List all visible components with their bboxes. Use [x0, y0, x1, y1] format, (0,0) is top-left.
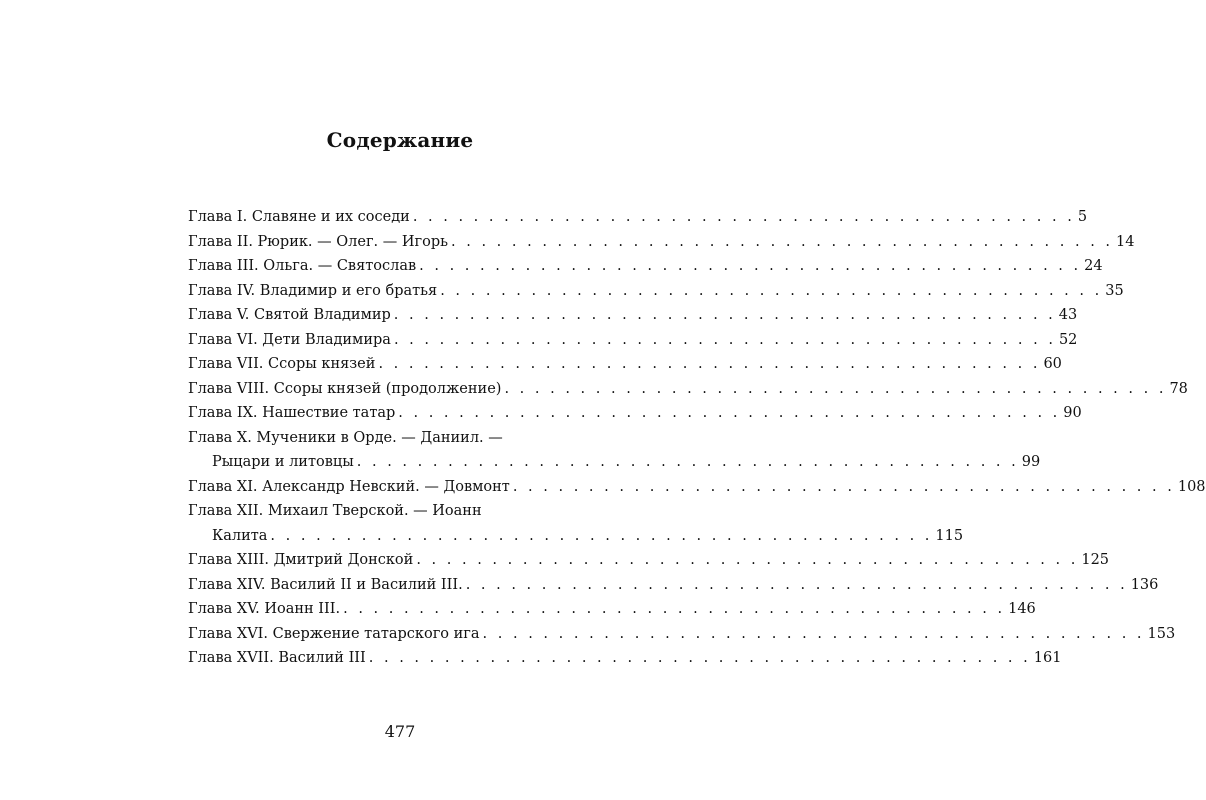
toc-entry-title: Глава III. Ольга. — Святослав	[188, 258, 417, 274]
toc-entry-page: 78	[1169, 380, 1188, 397]
toc-leader-dots: . . . . . . . . . . . . . . . . . . . . . . . . . . . . . . . . . . . . . . . . . . . .	[412, 209, 1075, 225]
toc-entry	[188, 646, 1062, 671]
toc-leader-dots: . . . . . . . . . . . . . . . . . . . . . . . . . . . . . . . . . . . . . . . . . . . .	[343, 601, 1006, 617]
toc-entry-title: Глава XVII. Василий III	[188, 650, 366, 666]
toc-entry-page: 5	[1077, 209, 1088, 225]
table-of-contents	[188, 205, 1206, 671]
toc-entry-title: Глава XII. Михаил Тверской. — Иоанн	[188, 503, 482, 519]
toc-leader-dots: . . . . . . . . . . . . . . . . . . . . . . . . . . . . . . . . . . . . . . . . . . . .	[393, 331, 1056, 348]
toc-leader-dots: . . . . . . . . . . . . . . . . . . . . . . . . . . . . . . . . . . . . . . . . . . . .	[398, 405, 1061, 421]
toc-entry-title: Глава VIII. Ссоры князей (продолжение)	[188, 380, 502, 397]
toc-leader-dots: . . . . . . . . . . . . . . . . . . . . . . . . . . . . . . . . . . . . . . . . . . . .	[270, 527, 933, 544]
toc-entry-page: 43	[1058, 307, 1078, 323]
toc-leader-dots: . . . . . . . . . . . . . . . . . . . . . . . . . . . . . . . . . . . . . . . . . . . .	[465, 576, 1128, 593]
toc-entry	[188, 475, 1206, 500]
toc-entry-page: 14	[1116, 233, 1135, 250]
toc-entry-page: 24	[1084, 258, 1103, 274]
toc-entry-title: Глава IV. Владимир и его братья	[188, 282, 438, 299]
toc-entry-title: Глава X. Мученики в Орде. — Даниил. —	[188, 429, 503, 446]
toc-entry-title: Глава V. Святой Владимир	[188, 307, 391, 323]
toc-entry-title: Глава XIII. Дмитрий Донской	[188, 552, 414, 568]
toc-leader-dots: . . . . . . . . . . . . . . . . . . . . . . . . . . . . . . . . . . . . . . . . . . . .	[440, 282, 1103, 299]
toc-entry	[188, 524, 964, 549]
toc-entry	[188, 622, 1176, 647]
toc-entry	[188, 254, 1103, 279]
toc-leader-dots: . . . . . . . . . . . . . . . . . . . . . . . . . . . . . . . . . . . . . . . . . . . .	[416, 552, 1079, 568]
toc-entry-title: Глава XV. Иоанн III.	[188, 601, 341, 617]
toc-entry-title: Глава I. Славяне и их соседи	[188, 209, 410, 225]
toc-entry	[188, 499, 608, 524]
page-number: 477	[384, 722, 416, 741]
toc-leader-dots: . . . . . . . . . . . . . . . . . . . . . . . . . . . . . . . . . . . . . . . . . . . .	[393, 307, 1056, 323]
toc-entry-title: Глава II. Рюрик. — Олег. — Игорь	[188, 233, 449, 250]
toc-entry-title: Глава XIV. Василий II и Василий III.	[188, 576, 463, 593]
toc-entry-title: Глава VI. Дети Владимира	[188, 331, 391, 348]
toc-entry-title: Глава XI. Александр Невский. — Довмонт	[188, 478, 510, 495]
toc-entry	[188, 401, 1082, 426]
toc-entry-page: 90	[1063, 405, 1082, 421]
toc-entry-page: 125	[1081, 552, 1110, 568]
toc-entry	[188, 230, 1135, 255]
toc-entry	[188, 450, 1041, 475]
toc-entry-page: 136	[1130, 576, 1159, 593]
toc-entry	[188, 303, 1078, 328]
toc-entry	[188, 573, 1159, 598]
toc-leader-dots: . . . . . . . . . . . . . . . . . . . . . . . . . . . . . . . . . . . . . . . . . . . .	[504, 380, 1167, 397]
toc-entry-title: Глава XVI. Свержение татарского ига	[188, 625, 480, 642]
toc-leader-dots: . . . . . . . . . . . . . . . . . . . . . . . . . . . . . . . . . . . . . . . . . . . .	[419, 258, 1082, 274]
page-title: Содержание	[326, 128, 474, 152]
toc-leader-dots: . . . . . . . . . . . . . . . . . . . . . . . . . . . . . . . . . . . . . . . . . . . .	[482, 625, 1145, 642]
toc-entry	[188, 279, 1124, 304]
toc-leader-dots: . . . . . . . . . . . . . . . . . . . . . . . . . . . . . . . . . . . . . . . . . . . .	[451, 233, 1114, 250]
toc-leader-dots: . . . . . . . . . . . . . . . . . . . . . . . . . . . . . . . . . . . . . . . . . . . .	[368, 650, 1031, 666]
toc-entry	[188, 597, 1036, 622]
toc-entry-page: 52	[1058, 331, 1078, 348]
toc-entry-page: 161	[1033, 650, 1062, 666]
toc-leader-dots: . . . . . . . . . . . . . . . . . . . . . . . . . . . . . . . . . . . . . . . . . . . .	[356, 454, 1019, 470]
toc-entry-page: 35	[1105, 282, 1124, 299]
toc-entry-page: 108	[1177, 478, 1206, 495]
toc-entry	[188, 352, 1062, 377]
toc-entry	[188, 205, 1088, 230]
toc-leader-dots: . . . . . . . . . . . . . . . . . . . . . . . . . . . . . . . . . . . . . . . . . . . .	[512, 478, 1175, 495]
toc-entry	[188, 377, 1188, 402]
toc-entry	[188, 426, 608, 451]
toc-entry-page: 99	[1021, 454, 1041, 470]
toc-leader-dots: . . . . . . . . . . . . . . . . . . . . . . . . . . . . . . . . . . . . . . . . . . . .	[378, 356, 1041, 372]
toc-entry-page: 115	[935, 527, 964, 544]
toc-entry	[188, 328, 1078, 353]
toc-entry-page: 146	[1008, 601, 1036, 617]
toc-entry-page: 153	[1147, 625, 1176, 642]
toc-entry-page: 60	[1043, 356, 1062, 372]
toc-entry-title: Глава VII. Ссоры князей	[188, 356, 376, 372]
toc-entry-title-continued: Калита	[212, 527, 268, 544]
toc-entry-title-continued: Рыцари и литовцы	[212, 454, 354, 470]
toc-entry	[188, 548, 1110, 573]
toc-entry-title: Глава IX. Нашествие татар	[188, 405, 396, 421]
